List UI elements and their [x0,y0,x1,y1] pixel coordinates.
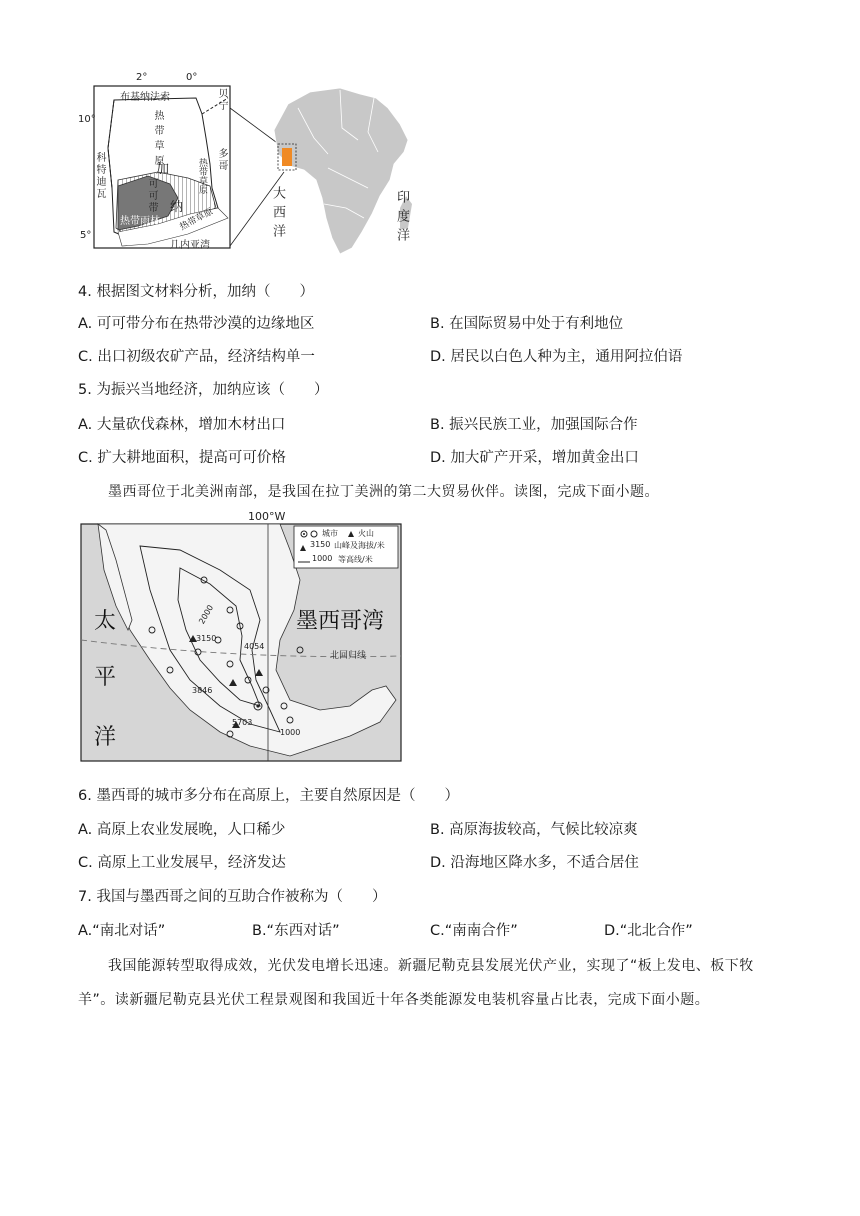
ghana-map [78,68,418,260]
q5-option-d: D. 加大矿产开采，增加黄金出口 [430,450,639,466]
label-contour-2000: 2000 [197,603,216,626]
label-indian-ocean: 印度洋 [394,190,409,247]
q4-option-d: D. 居民以白色人种为主，通用阿拉伯语 [430,349,683,365]
legend-volcano: 火山 [358,529,374,538]
label-pacific-2: 平 [94,665,117,690]
legend-peak-value: 3150 [310,540,331,549]
label-ghana-jia: 加 [156,162,170,177]
label-pacific-3: 洋 [94,725,117,750]
label-tropic: 北回归线 [330,651,367,661]
q6-option-b: B. 高原海拔较高，气候比较凉爽 [430,822,638,838]
label-gulf-of-mexico: 墨西哥湾 [296,609,385,634]
q4-option-b: B. 在国际贸易中处于有利地位 [430,316,624,332]
q7-option-b: B.“东西对话” [252,923,340,939]
legend-peak: 山峰及海拔/米 [334,541,385,550]
label-burkina-faso: 布基纳法索 [120,92,170,103]
q5-option-b: B. 振兴民族工业，加强国际合作 [430,417,638,433]
label-pacific-1: 太 [94,609,117,634]
label-peak-4054: 4054 [244,642,265,651]
label-togo: 多哥 [216,148,227,172]
legend-contour-value: 1000 [312,554,333,563]
label-contour-1000: 1000 [280,728,301,737]
energy-intro-line-2: 羊”。读新疆尼勒克县光伏工程景观图和我国近十年各类能源发电装机容量占比表，完成下面小题。 [78,992,710,1008]
label-savanna-east: 热带草原 [197,158,207,194]
label-peak-3846: 3846 [192,686,213,695]
legend-contour: 等高线/米 [338,555,373,564]
label-ghana-na: 纳 [170,200,184,215]
label-gulf-of-guinea: 几内亚湾 [170,240,210,251]
q5-option-c: C. 扩大耕地面积，提高可可价格 [78,450,286,466]
mexico-intro: 墨西哥位于北美洲南部，是我国在拉丁美洲的第二大贸易伙伴。读图，完成下面小题。 [108,484,659,500]
q4-option-c: C. 出口初级农矿产品，经济结构单一 [78,349,315,365]
label-savanna: 热带草原 [152,110,163,170]
label-meridian: 100°W [248,510,286,523]
question-4-stem: 4. 根据图文材料分析，加纳（ ） [78,284,314,300]
label-cocoa-belt: 可可带 [146,178,157,214]
q4-option-a: A. 可可带分布在热带沙漠的边缘地区 [78,316,315,332]
q6-option-c: C. 高原上工业发展早，经济发达 [78,855,286,871]
label-peak-5703: 5703 [232,718,253,727]
question-6-stem: 6. 墨西哥的城市多分布在高原上，主要自然原因是（ ） [78,788,459,804]
coord-2deg: 2° [136,72,148,83]
coord-0deg: 0° [186,72,198,83]
q5-option-a: A. 大量砍伐森林，增加木材出口 [78,417,286,433]
energy-intro-line-1: 我国能源转型取得成效，光伏发电增长迅速。新疆尼勒克县发展光伏产业，实现了“板上发电、板下牧 [108,958,754,974]
legend-city: 城市 [322,529,338,538]
q7-option-c: C.“南南合作” [430,923,518,939]
question-5-stem: 5. 为振兴当地经济，加纳应该（ ） [78,382,329,398]
label-benin: 贝宁 [216,88,227,112]
q6-option-a: A. 高原上农业发展晚，人口稀少 [78,822,286,838]
q7-option-d: D.“北北合作” [604,923,693,939]
mexico-map [80,510,402,762]
coord-10deg: 10° [78,114,96,125]
q6-option-d: D. 沿海地区降水多，不适合居住 [430,855,639,871]
label-rainforest: 热带雨林 [120,216,160,227]
label-peak-3150: 3150 [196,634,217,643]
q7-option-a: A.“南北对话” [78,923,166,939]
label-cote-divoire: 科特迪瓦 [94,152,105,200]
question-7-stem: 7. 我国与墨西哥之间的互助合作被称为（ ） [78,889,387,905]
coord-5deg: 5° [80,230,92,241]
label-atlantic: 大西洋 [270,186,285,243]
label-savanna-coast: 热带草原 [178,206,215,233]
